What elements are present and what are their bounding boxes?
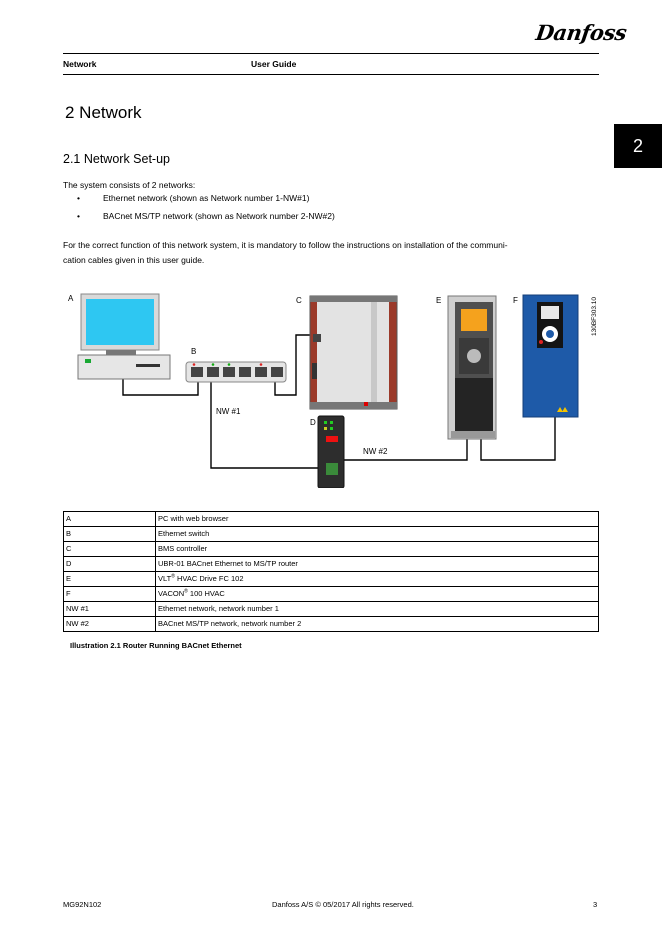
footer-doc-code: MG92N102 [63, 900, 102, 909]
table-row [64, 587, 599, 602]
cable-nw1-router [211, 374, 318, 468]
legend-desc-part: VLT [158, 574, 172, 583]
network-diagram [63, 288, 603, 488]
legend-key: B [64, 527, 156, 542]
legend-key: NW #2 [64, 617, 156, 632]
note-line: For the correct function of this network system, it is mandatory to follow the instructions on installation of the communi- [63, 240, 508, 250]
table-row [64, 512, 599, 527]
intro-text: The system consists of 2 networks: [63, 180, 196, 190]
registered-mark: ® [171, 573, 175, 580]
table-row [64, 557, 599, 572]
label-d: D [310, 418, 316, 427]
bullet-dot: • [77, 193, 80, 203]
label-nw1: NW #1 [216, 407, 241, 416]
vacon-drive [523, 295, 578, 417]
legend-desc: Ethernet switch [156, 527, 599, 542]
header-bottom-rule [63, 74, 599, 75]
chapter-tab: 2 [614, 124, 662, 168]
legend-desc-part: 100 HVAC [187, 589, 225, 598]
legend-desc-part: VACON [158, 589, 185, 598]
legend-key: NW #1 [64, 602, 156, 617]
table-row [64, 617, 599, 632]
table-row [64, 572, 599, 587]
registered-mark: ® [184, 588, 188, 595]
legend-desc: Ethernet network, network number 1 [156, 602, 599, 617]
legend-desc: BACnet MS/TP network, network number 2 [156, 617, 599, 632]
legend-desc-part: HVAC Drive FC 102 [174, 574, 244, 583]
header-top-rule [63, 53, 599, 54]
label-a: A [68, 294, 74, 303]
table-row [64, 602, 599, 617]
note-line: cation cables given in this user guide. [63, 255, 205, 265]
label-c: C [296, 296, 302, 305]
danfoss-logo: Danfoss [534, 20, 629, 45]
legend-table [63, 511, 599, 632]
chapter-title: 2 Network [65, 103, 142, 122]
legend-key: F [64, 587, 156, 602]
header-section: Network [63, 59, 97, 69]
pc-computer [78, 294, 170, 379]
vlt-drive [448, 296, 496, 439]
bullet-item: BACnet MS/TP network (shown as Network number 2-NW#2) [103, 211, 335, 221]
legend-key: E [64, 572, 156, 587]
figure-code: 130BF303.10 [591, 296, 598, 336]
bullet-item: Ethernet network (shown as Network number 1-NW#1) [103, 193, 310, 203]
header-doc-type: User Guide [251, 59, 297, 69]
label-e: E [436, 296, 442, 305]
footer-copyright: Danfoss A/S © 05/2017 All rights reserved. [272, 900, 414, 909]
label-f: F [513, 296, 518, 305]
legend-desc: UBR-01 BACnet Ethernet to MS/TP router [156, 557, 599, 572]
bms-controller [310, 296, 397, 409]
legend-desc: BMS controller [156, 542, 599, 557]
legend-key: D [64, 557, 156, 572]
table-row [64, 542, 599, 557]
legend-key: C [64, 542, 156, 557]
label-b: B [191, 347, 197, 356]
footer-page-number: 3 [593, 900, 598, 909]
legend-desc: PC with web browser [156, 512, 599, 527]
ethernet-switch [186, 362, 286, 382]
section-title: 2.1 Network Set-up [63, 152, 170, 166]
note-paragraph [63, 238, 599, 268]
bullet-dot: • [77, 211, 80, 221]
illustration-caption: Illustration 2.1 Router Running BACnet Ethernet [70, 641, 242, 650]
table-row [64, 527, 599, 542]
legend-key: A [64, 512, 156, 527]
label-nw2: NW #2 [363, 447, 388, 456]
legend-desc [156, 572, 599, 587]
bacnet-router [318, 416, 344, 488]
legend-desc [156, 587, 599, 602]
